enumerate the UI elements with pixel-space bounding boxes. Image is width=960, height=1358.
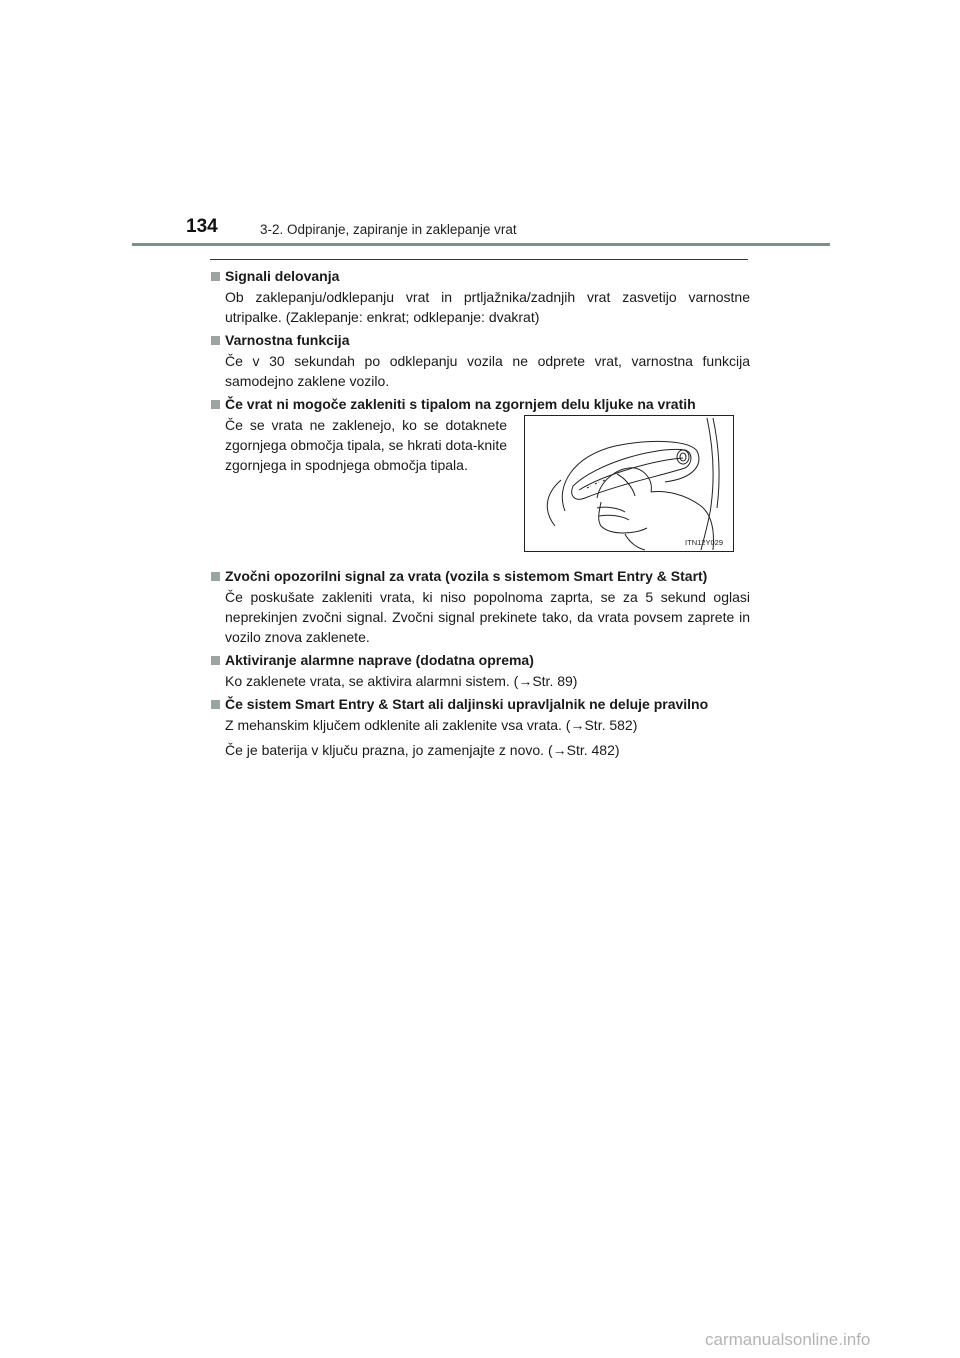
section-divider [210, 259, 748, 260]
square-bullet-icon [211, 272, 220, 281]
section-paragraph: Če v 30 sekundah po odklepanju vozila ne odprete vrat, varnostna funkcija samodejno zaklene vozilo. [225, 353, 750, 389]
square-bullet-icon [211, 336, 220, 345]
chapter-title: 3-2. Odpiranje, zapiranje in zaklepanje vrat [260, 222, 517, 237]
figure-code: ITN12Y029 [685, 538, 723, 547]
door-handle-hand-illustration [525, 416, 733, 551]
heading-text: Aktiviranje alarmne naprave (dodatna oprema) [225, 652, 534, 668]
section-heading [210, 694, 750, 714]
heading-text: Signali delovanja [225, 268, 340, 284]
section-alarm [210, 650, 750, 691]
section-heading [210, 394, 750, 414]
section-heading [210, 650, 750, 670]
section-malfunction [210, 694, 750, 760]
section-heading [210, 566, 750, 586]
heading-text: Če sistem Smart Entry & Start ali daljinski upravljalnik ne deluje pravilno [225, 696, 709, 712]
heading-text: Če vrat ni mogoče zakleniti s tipalom na zgornjem delu kljuke na vratih [225, 396, 696, 412]
watermark: carmanualsonline.info [705, 1330, 871, 1349]
section-signals [210, 266, 750, 327]
square-bullet-icon [211, 400, 220, 409]
door-handle-figure [524, 415, 734, 552]
section-sensor [210, 394, 750, 552]
section-paragraph: Z mehanskim ključem odklenite ali zaklenite vsa vrata. (→Str. 582) [225, 717, 638, 733]
section-paragraph: Ko zaklenete vrata, se aktivira alarmni sistem. (→Str. 89) [225, 673, 578, 689]
heading-text: Zvočni opozorilni signal za vrata (vozila s sistemom Smart Entry & Start) [225, 568, 708, 584]
section-buzzer [210, 566, 750, 647]
section-security [210, 330, 750, 391]
page-number: 134 [186, 216, 218, 237]
section-paragraph: Če je baterija v ključu prazna, jo zamenjajte z novo. (→Str. 482) [225, 742, 620, 758]
square-bullet-icon [211, 656, 220, 665]
section-paragraph: Ob zaklepanju/odklepanju vrat in prtljažnika/zadnjih vrat zasvetijo varnostne utripalke. (Zaklepanje: enkrat; odklepanje: dvakrat) [225, 289, 750, 325]
square-bullet-icon [211, 572, 220, 581]
figure-row [210, 415, 750, 552]
square-bullet-icon [211, 700, 220, 709]
section-heading [210, 266, 750, 286]
header-divider [132, 243, 830, 246]
section-paragraph: Če se vrata ne zaklenejo, ko se dotaknete zgornjega območja tipala, se hkrati dota-knite zgornjega in spodnjega območja tipala. [225, 417, 507, 473]
section-paragraph: Če poskušate zakleniti vrata, ki niso popolnoma zaprta, se za 5 sekund oglasi neprekinjen zvočni signal. Zvočni signal prekinete tako, da vrata povsem zaprete in vozilo znova zaklenete. [225, 589, 750, 645]
section-heading [210, 330, 750, 350]
heading-text: Varnostna funkcija [225, 332, 350, 348]
page-content [210, 266, 750, 763]
